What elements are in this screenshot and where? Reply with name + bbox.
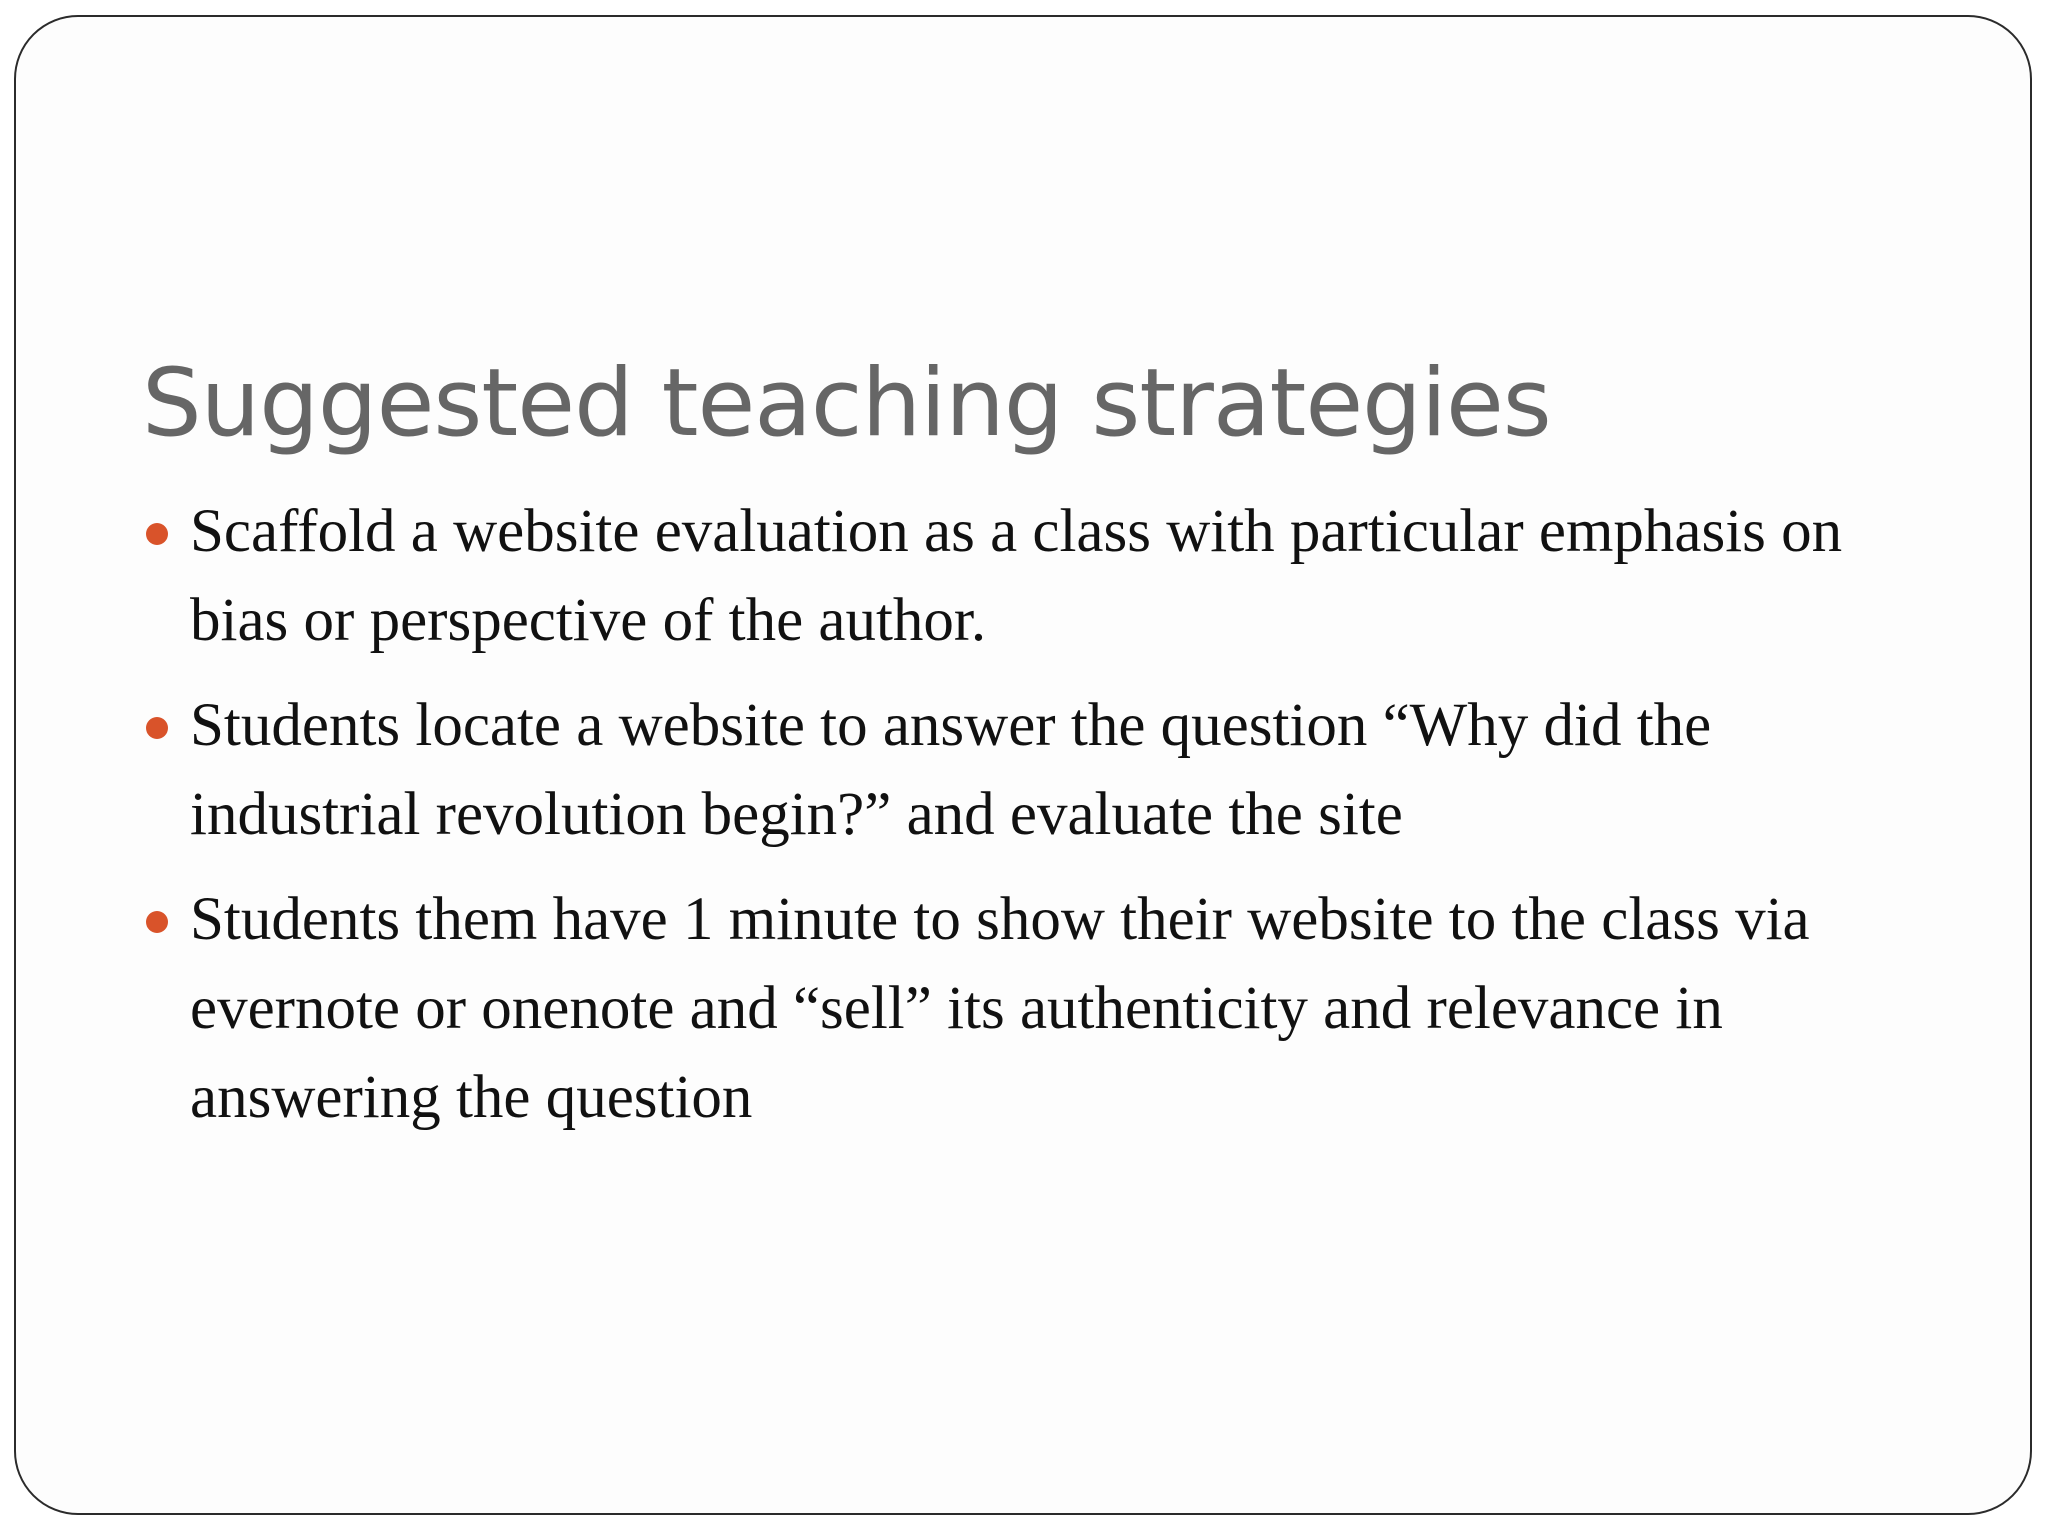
bullet-text: Students locate a website to answer the question “Why did the industrial revolution begin?” and evaluate the site <box>190 692 1712 848</box>
slide <box>14 15 2032 1515</box>
bullet-dot-icon <box>146 717 168 739</box>
slide-title: Suggested teaching strategies <box>142 349 1551 458</box>
bullet-item <box>130 875 1910 1142</box>
bullet-dot-icon <box>146 911 168 933</box>
bullet-dot-icon <box>146 523 168 545</box>
bullet-text: Scaffold a website evaluation as a class with particular emphasis on bias or perspective of the author. <box>190 498 1843 654</box>
bullet-item <box>130 487 1910 665</box>
bullet-list <box>130 487 1910 1158</box>
bullet-item <box>130 681 1910 859</box>
bullet-text: Students them have 1 minute to show their website to the class via evernote or onenote and “sell” its authenticity and relevance in answering the question <box>190 886 1810 1131</box>
